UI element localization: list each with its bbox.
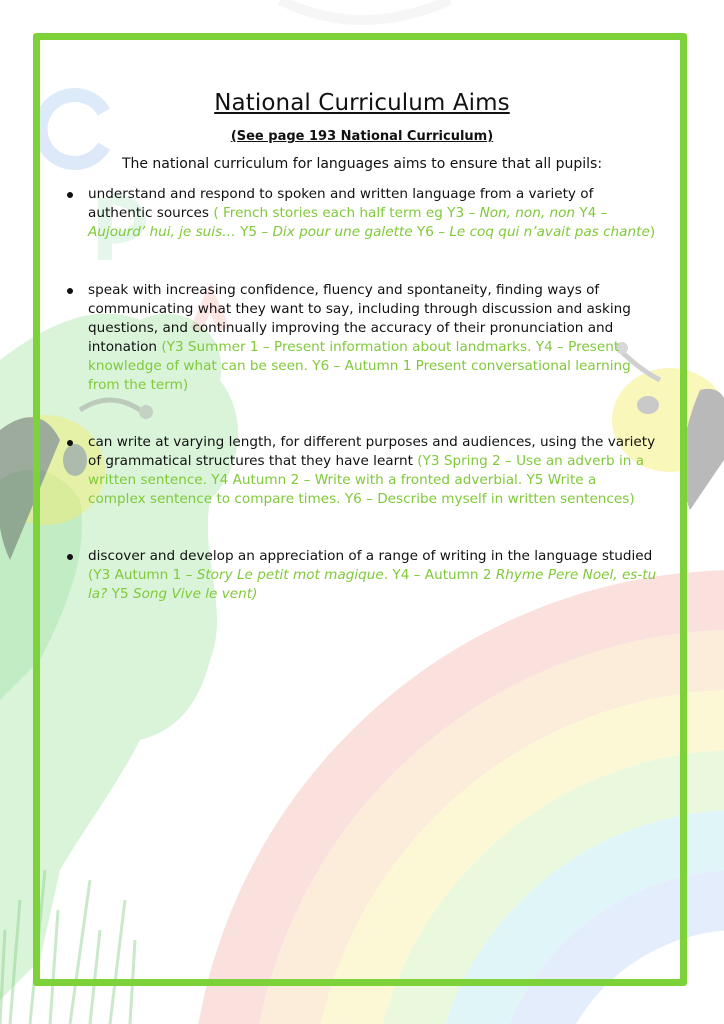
example-segment: ) <box>649 224 656 240</box>
bullet-icon <box>67 192 73 198</box>
aim-text: can write at varying length, for different purposes and audiences, using the variety of grammatical structures that they have learnt <box>88 434 656 469</box>
example-segment: Le coq qui n’avait pas chante <box>449 224 650 240</box>
page-reference: (See page 193 National Curriculum) <box>230 129 494 144</box>
example-segment: Story Le petit mot magique <box>196 567 384 583</box>
list-item <box>88 281 658 395</box>
page-title: National Curriculum Aims <box>214 90 510 116</box>
aim-examples <box>88 339 631 393</box>
example-segment: ( French stories each half term eg Y3 – <box>209 205 480 221</box>
aim-text: discover and develop an appreciation of a range of writing in the language studied <box>88 548 653 564</box>
bullet-icon <box>67 440 73 446</box>
aim-text: speak with increasing confidence, fluency and spontaneity, finding ways of communicating what they want to say, including through discussion and asking questions, and continually improving the accuracy of their pronunciation and intonation <box>88 282 631 355</box>
example-segment: (Y3 Summer 1 – Present information about landmarks. Y4 – Present knowledge of what can be seen. Y6 – Autumn 1 Present conversational learning from the term) <box>88 339 631 393</box>
bullet-icon <box>67 554 73 560</box>
aim-text: understand and respond to spoken and written language from a variety of authentic sources <box>88 186 594 221</box>
example-segment: Y5 – <box>235 224 273 240</box>
list-item <box>88 433 658 509</box>
example-segment: (Y3 Autumn 1 – <box>88 567 197 583</box>
aim-examples <box>88 567 656 602</box>
example-segment: Song Vive le vent) <box>132 586 258 602</box>
list-item <box>88 547 658 604</box>
example-segment: Non, non, non <box>479 205 576 221</box>
example-segment: . Y4 – Autumn 2 <box>383 567 496 583</box>
example-segment: Dix pour une galette <box>272 224 413 240</box>
example-segment: Y4 – <box>575 205 608 221</box>
bullet-icon <box>67 288 73 294</box>
example-segment: (Y3 Spring 2 – Use an adverb in a written sentence. Y4 Autumn 2 – Write with a fronted adverbial. Y5 Write a complex sentence to compare times. Y6 – Describe myself in written sentences) <box>88 453 645 507</box>
example-segment: Y6 – <box>412 224 450 240</box>
example-segment: Rhyme Pere Noel, es-tu la? <box>88 567 657 602</box>
example-segment: Y5 <box>107 586 133 602</box>
list-item <box>88 185 658 242</box>
example-segment: Aujourd’ hui, je suis… <box>88 224 236 240</box>
aims-list <box>88 185 658 604</box>
intro-text: The national curriculum for languages aims to ensure that all pupils: <box>121 156 603 172</box>
